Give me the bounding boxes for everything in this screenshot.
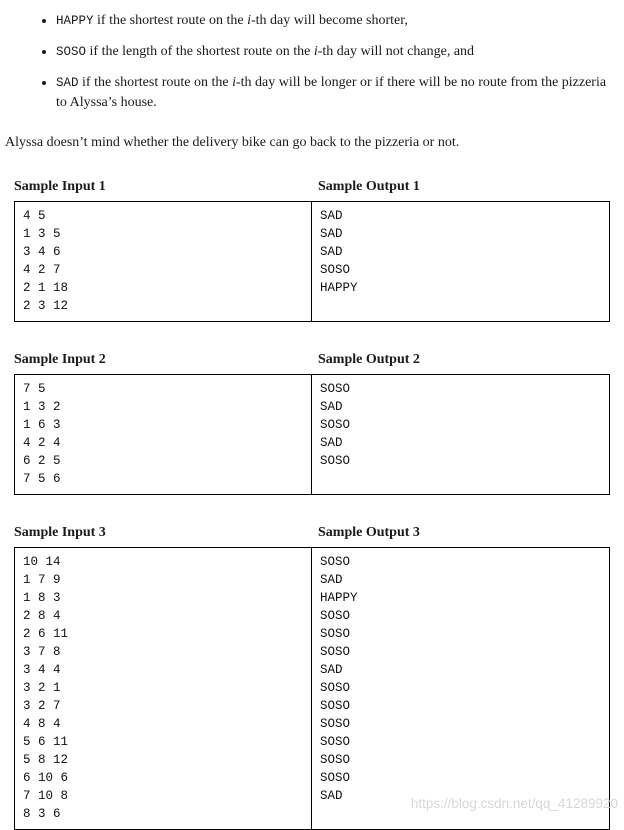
code-line: SOSO (320, 418, 351, 433)
sample-2-box (14, 374, 610, 495)
sample-1-headers (14, 179, 610, 195)
code-line: SOSO (320, 753, 351, 768)
bullet-text: if the length of the shortest route on the (86, 43, 314, 59)
sample-1-box (14, 201, 610, 322)
code-line: 5 6 11 (23, 735, 69, 750)
sample-2-headers (14, 352, 610, 368)
code-line: SAD (320, 573, 343, 588)
sample-block-3 (14, 525, 610, 830)
code-line: 4 2 4 (23, 436, 61, 451)
keyword: HAPPY (56, 14, 94, 28)
code-line: SOSO (320, 555, 351, 570)
code-line: SOSO (320, 382, 351, 397)
watermark-text: https://blog.csdn.net/qq_41289920 (410, 796, 618, 811)
code-line: 2 3 12 (23, 299, 69, 314)
code-line: 4 8 4 (23, 717, 61, 732)
bullet-text: if the shortest route on the (78, 74, 233, 90)
code-line: HAPPY (320, 281, 358, 296)
bullet-item-soso (56, 42, 612, 62)
code-line: 1 7 9 (23, 573, 61, 588)
code-line: 2 1 18 (23, 281, 69, 296)
sample-3-input-column (15, 548, 312, 829)
bullet-text: -th day will not change, and (317, 43, 475, 59)
sample-3-headers (14, 525, 610, 541)
sample-3-output-column (312, 548, 609, 829)
code-line: 7 10 8 (23, 789, 69, 804)
bullet-item-sad (56, 73, 612, 113)
code-line: 6 10 6 (23, 771, 69, 786)
code-line: 7 5 (23, 382, 46, 397)
sample-output-2-title: Sample Output 2 (318, 352, 420, 368)
code-line: 3 2 7 (23, 699, 61, 714)
code-line: SOSO (320, 771, 351, 786)
code-line: SOSO (320, 645, 351, 660)
bullet-list (0, 11, 624, 113)
sample-input-3-title: Sample Input 3 (14, 525, 106, 541)
sample-block-1 (14, 179, 610, 322)
code-line: SOSO (320, 717, 351, 732)
bullet-text: if the shortest route on the (93, 13, 248, 28)
code-line: SOSO (320, 263, 351, 278)
sample-input-2-title: Sample Input 2 (14, 352, 106, 368)
sample-block-2 (14, 352, 610, 495)
code-line: SOSO (320, 699, 351, 714)
bullet-text: i (247, 13, 251, 28)
bullet-text: i (313, 43, 318, 59)
code-line: 4 5 (23, 209, 46, 224)
code-line: 6 2 5 (23, 454, 61, 469)
code-line: SAD (320, 400, 343, 415)
bullet-text: i (232, 74, 236, 90)
code-line: 1 6 3 (23, 418, 61, 433)
bullet-text: -th day will become shorter, (250, 13, 408, 28)
code-line: 5 8 12 (23, 753, 69, 768)
sample-1-input-column (15, 202, 312, 321)
code-line: SAD (320, 789, 343, 804)
code-line: SAD (320, 245, 343, 260)
keyword: SAD (56, 75, 79, 90)
sample-3-box (14, 547, 610, 830)
sample-1-output-column (312, 202, 609, 321)
sample-input-1-title: Sample Input 1 (14, 179, 106, 195)
code-line: HAPPY (320, 591, 358, 606)
code-line: 3 4 6 (23, 245, 61, 260)
code-line: 3 2 1 (23, 681, 61, 696)
code-line: 2 8 4 (23, 609, 61, 624)
code-line: 1 8 3 (23, 591, 61, 606)
code-line: SAD (320, 227, 343, 242)
code-line: 3 4 4 (23, 663, 61, 678)
keyword: SOSO (56, 44, 87, 59)
code-line: 8 3 6 (23, 807, 61, 822)
code-line: 4 2 7 (23, 263, 61, 278)
sample-2-input-column (15, 375, 312, 494)
code-line: SOSO (320, 627, 351, 642)
code-line: 1 3 5 (23, 227, 61, 242)
code-line: SOSO (320, 609, 351, 624)
sample-output-1-title: Sample Output 1 (318, 179, 420, 195)
code-line: SAD (320, 436, 343, 451)
code-line: 10 14 (23, 555, 61, 570)
code-line: SOSO (320, 454, 351, 469)
code-line: 1 3 2 (23, 400, 61, 415)
code-line: SOSO (320, 681, 351, 696)
bullet-item-happy (56, 11, 612, 31)
paragraph-note: Alyssa doesn’t mind whether the delivery bike can go back to the pizzeria or not. (5, 134, 460, 150)
code-line: SAD (320, 209, 343, 224)
bullet-text: -th day will be longer or if there will be no route from the pizzeria to Alyssa’s house. (56, 74, 607, 110)
code-line: 7 5 6 (23, 472, 61, 487)
sample-2-output-column (312, 375, 609, 494)
code-line: SOSO (320, 735, 351, 750)
code-line: SAD (320, 663, 343, 678)
code-line: 2 6 11 (23, 627, 69, 642)
code-line: 3 7 8 (23, 645, 61, 660)
sample-output-3-title: Sample Output 3 (318, 525, 420, 541)
